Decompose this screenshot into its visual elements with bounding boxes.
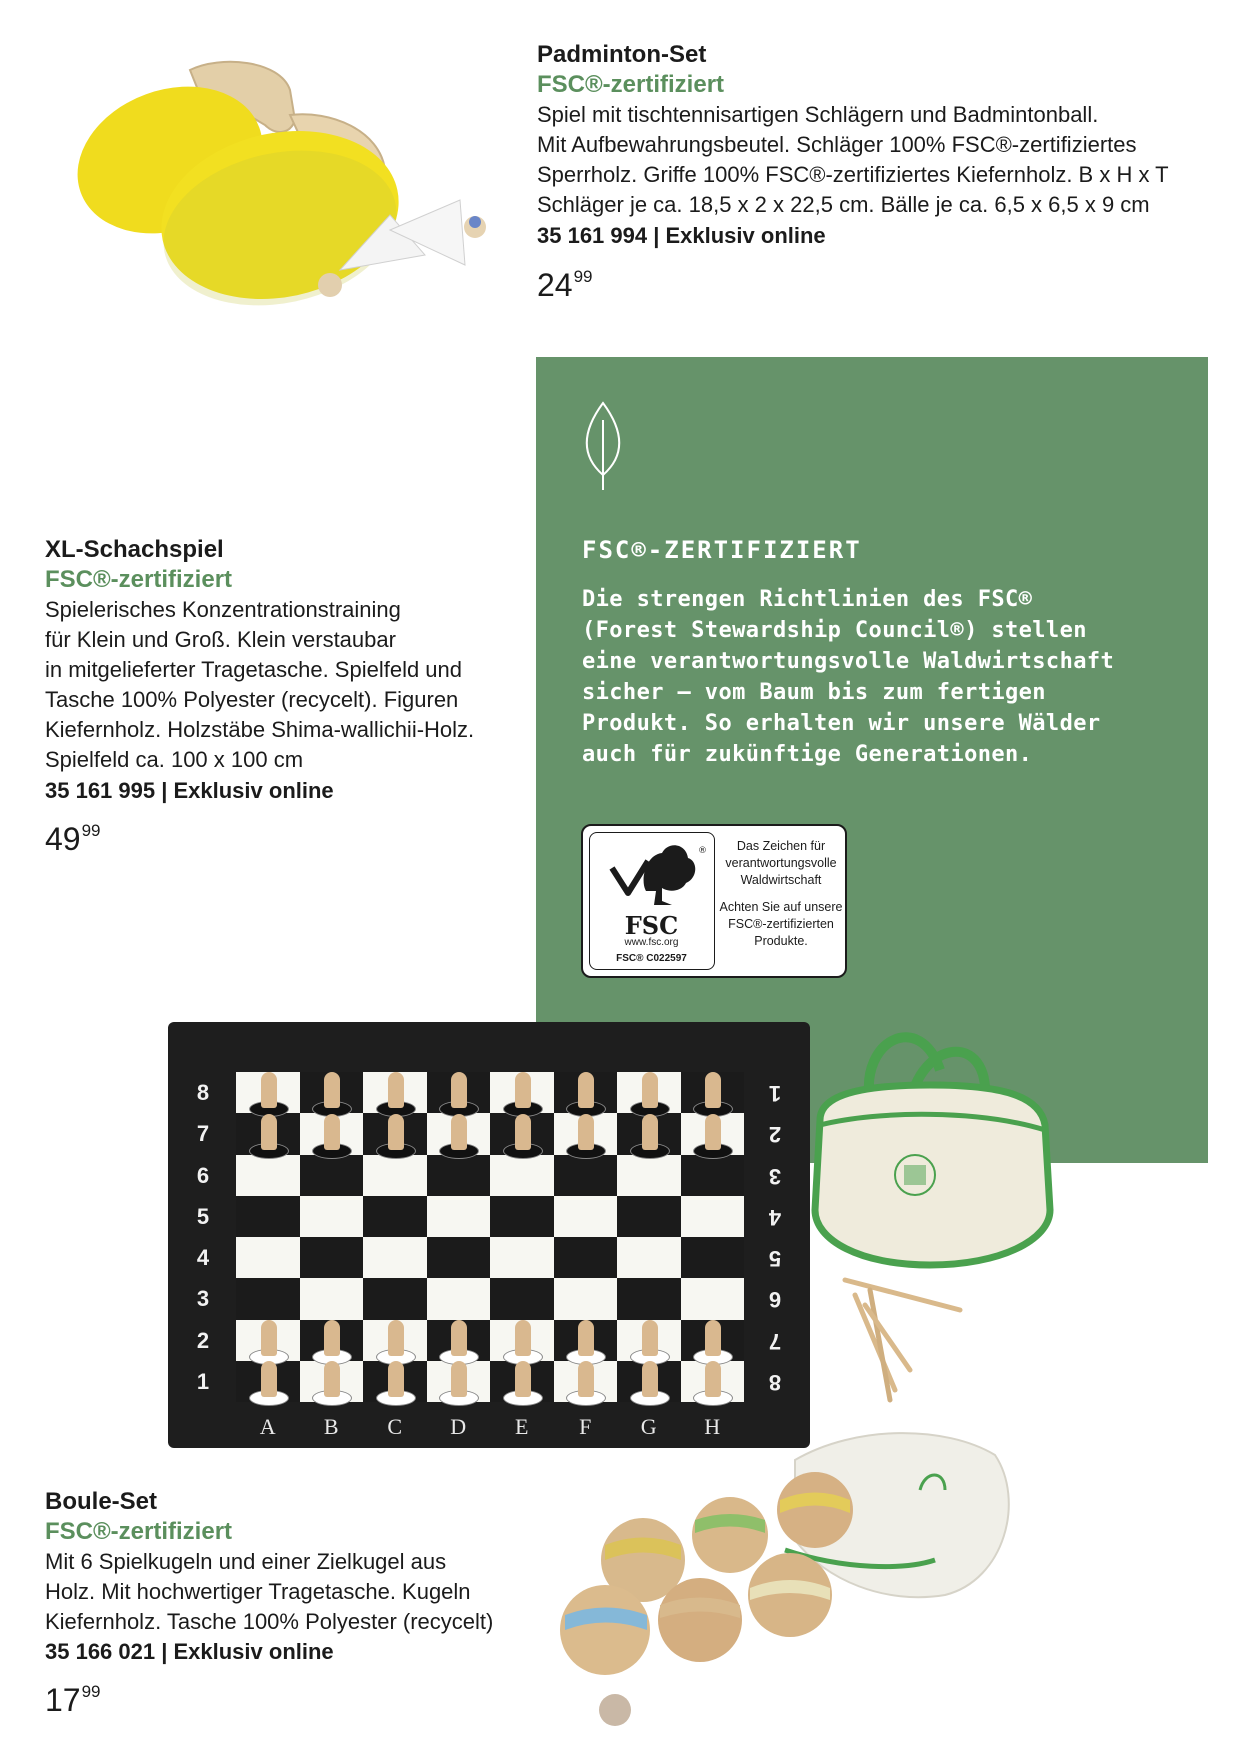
padminton-price xyxy=(537,258,593,304)
chess-piece xyxy=(630,1390,670,1406)
desc-line: Sperrholz. Griffe 100% FSC®-zertifiziertes Kiefernholz. B x H x T xyxy=(537,162,1169,187)
chess-article-number: 35 161 995 | Exklusiv online xyxy=(45,778,334,803)
price-main: 24 xyxy=(537,267,573,303)
price-main: 49 xyxy=(45,821,81,857)
rank-label: 1 xyxy=(196,1368,210,1394)
piece-figure xyxy=(578,1072,594,1108)
boule-price xyxy=(45,1673,101,1719)
piece-figure xyxy=(324,1072,340,1108)
chess-piece xyxy=(439,1390,479,1406)
rank-label: 8 xyxy=(768,1369,782,1395)
rank-label: 1 xyxy=(768,1081,782,1106)
rank-label: 4 xyxy=(196,1245,210,1270)
rank-label: 2 xyxy=(768,1122,782,1148)
piece-figure xyxy=(388,1361,404,1397)
piece-figure xyxy=(705,1361,721,1397)
piece-figure xyxy=(324,1361,340,1397)
panel-line: eine verantwortungsvolle Waldwirtschaft xyxy=(582,649,1115,674)
rank-label: 2 xyxy=(196,1327,210,1353)
file-label: H xyxy=(704,1414,721,1439)
rank-labels-left xyxy=(188,1072,218,1402)
piece-figure xyxy=(515,1114,531,1150)
desc-line: Mit Aufbewahrungsbeutel. Schläger 100% FSC®-zertifiziertes xyxy=(537,132,1137,157)
piece-figure xyxy=(388,1320,404,1356)
chess-piece xyxy=(249,1143,289,1159)
panel-line: sicher – vom Baum bis zum fertigen xyxy=(582,680,1046,705)
desc-line: Spiel mit tischtennisartigen Schlägern und Badmintonball. xyxy=(537,102,1099,127)
rank-label: 4 xyxy=(768,1204,782,1230)
rank-label: 7 xyxy=(768,1328,782,1354)
price-cents: 99 xyxy=(81,821,101,840)
piece-figure xyxy=(642,1320,658,1356)
piece-figure xyxy=(388,1114,404,1150)
piece-figure xyxy=(578,1114,594,1150)
padminton-article-number: 35 161 994 | Exklusiv online xyxy=(537,223,826,248)
wooden-sticks-image xyxy=(835,1270,970,1410)
piece-figure xyxy=(578,1361,594,1397)
desc-line: Spielfeld ca. 100 x 100 cm xyxy=(45,747,304,772)
panel-line: Produkt. So erhalten wir unsere Wälder xyxy=(582,711,1101,736)
fsc-side-line-2: Achten Sie auf unsere FSC®-zertifizierten Produkte. xyxy=(719,900,843,948)
desc-line: Kiefernholz. Holzstäbe Shima-wallichii-Holz. xyxy=(45,717,475,742)
price-main: 17 xyxy=(45,1682,81,1718)
piece-figure xyxy=(324,1320,340,1356)
desc-line: Schläger je ca. 18,5 x 2 x 22,5 cm. Bälle je ca. 6,5 x 6,5 x 9 cm xyxy=(537,192,1150,217)
piece-figure xyxy=(388,1072,404,1108)
chess-title: XL-Schachspiel xyxy=(45,536,224,563)
desc-line: Holz. Mit hochwertiger Tragetasche. Kugeln xyxy=(45,1579,471,1604)
piece-figure xyxy=(515,1320,531,1356)
piece-figure xyxy=(324,1114,340,1150)
piece-figure xyxy=(705,1320,721,1356)
chess-piece xyxy=(376,1390,416,1406)
piece-figure xyxy=(261,1320,277,1356)
fsc-label-box xyxy=(581,824,847,978)
piece-figure xyxy=(705,1072,721,1108)
piece-figure xyxy=(261,1361,277,1397)
boule-title: Boule-Set xyxy=(45,1488,158,1515)
piece-figure xyxy=(705,1114,721,1150)
piece-figure xyxy=(451,1072,467,1108)
piece-figure xyxy=(261,1114,277,1150)
padminton-description xyxy=(537,100,1237,220)
chess-bag-image xyxy=(800,1000,1060,1280)
price-cents: 99 xyxy=(81,1682,101,1701)
file-label: G xyxy=(640,1414,657,1439)
chess-description xyxy=(45,595,515,775)
boule-image xyxy=(525,1420,1065,1740)
boule-article-number: 35 166 021 | Exklusiv online xyxy=(45,1639,334,1664)
file-label: F xyxy=(579,1414,592,1439)
svg-text:®: ® xyxy=(698,846,707,856)
fsc-side-text xyxy=(717,838,845,960)
piece-figure xyxy=(642,1072,658,1108)
padminton-fsc-label: FSC®-zertifiziert xyxy=(537,71,725,98)
piece-figure xyxy=(451,1361,467,1397)
rank-label: 3 xyxy=(196,1286,210,1312)
rank-label: 8 xyxy=(196,1080,210,1105)
piece-figure xyxy=(515,1361,531,1397)
file-label: E xyxy=(515,1414,529,1439)
price-cents: 99 xyxy=(573,267,593,286)
boule-description xyxy=(45,1547,525,1637)
piece-figure xyxy=(578,1320,594,1356)
rank-label: 5 xyxy=(196,1203,210,1229)
chess-piece xyxy=(376,1143,416,1159)
rank-label: 3 xyxy=(768,1163,782,1189)
rank-label: 6 xyxy=(768,1287,782,1313)
chess-piece xyxy=(630,1143,670,1159)
file-label: C xyxy=(387,1414,403,1439)
panel-line: (Forest Stewardship Council®) stellen xyxy=(582,618,1087,643)
fsc-url: www.fsc.org xyxy=(624,937,679,948)
chess-piece xyxy=(693,1390,733,1406)
piece-figure xyxy=(642,1361,658,1397)
desc-line: für Klein und Groß. Klein verstaubar xyxy=(45,627,396,652)
piece-figure xyxy=(515,1072,531,1108)
desc-line: Mit 6 Spielkugeln und einer Zielkugel aus xyxy=(45,1549,447,1574)
chess-piece xyxy=(439,1143,479,1159)
chess-fsc-label: FSC®-zertifiziert xyxy=(45,566,233,593)
piece-figure xyxy=(642,1114,658,1150)
chess-piece xyxy=(312,1143,352,1159)
panel-heading: FSC®-ZERTIFIZIERT xyxy=(582,536,862,564)
chess-piece xyxy=(249,1390,289,1406)
padminton-title: Padminton-Set xyxy=(537,41,707,68)
desc-line: Tasche 100% Polyester (recycelt). Figuren xyxy=(45,687,459,712)
piece-figure xyxy=(451,1320,467,1356)
piece-figure xyxy=(451,1114,467,1150)
panel-body xyxy=(582,584,1182,770)
chess-board-image xyxy=(168,1022,810,1448)
file-label: B xyxy=(323,1414,339,1439)
leaf-icon xyxy=(578,400,628,492)
chess-pieces xyxy=(236,1072,744,1402)
padminton-image xyxy=(40,40,510,340)
rank-label: 7 xyxy=(196,1121,210,1147)
rank-label: 5 xyxy=(768,1246,782,1271)
fsc-logo xyxy=(589,832,715,970)
panel-line: auch für zukünftige Generationen. xyxy=(582,742,1033,767)
chess-piece xyxy=(503,1390,543,1406)
fsc-brand: FSC xyxy=(624,911,679,940)
chess-price xyxy=(45,812,101,858)
chess-piece xyxy=(503,1143,543,1159)
rank-labels-right xyxy=(760,1072,790,1402)
chess-piece xyxy=(312,1390,352,1406)
chess-piece xyxy=(693,1143,733,1159)
file-label: A xyxy=(259,1414,276,1439)
piece-figure xyxy=(261,1072,277,1108)
chess-piece xyxy=(566,1143,606,1159)
panel-line: Die strengen Richtlinien des FSC® xyxy=(582,587,1033,612)
desc-line: in mitgelieferter Tragetasche. Spielfeld und xyxy=(45,657,463,682)
file-label: D xyxy=(450,1414,467,1439)
fsc-side-line-1: Das Zeichen für verantwortungsvolle Waldwirtschaft xyxy=(725,839,837,887)
chess-piece xyxy=(566,1390,606,1406)
desc-line: Kiefernholz. Tasche 100% Polyester (recycelt) xyxy=(45,1609,494,1634)
boule-fsc-label: FSC®-zertifiziert xyxy=(45,1518,233,1545)
desc-line: Spielerisches Konzentrationstraining xyxy=(45,597,401,622)
fsc-code: FSC® C022597 xyxy=(616,953,687,964)
rank-label: 6 xyxy=(196,1162,210,1188)
